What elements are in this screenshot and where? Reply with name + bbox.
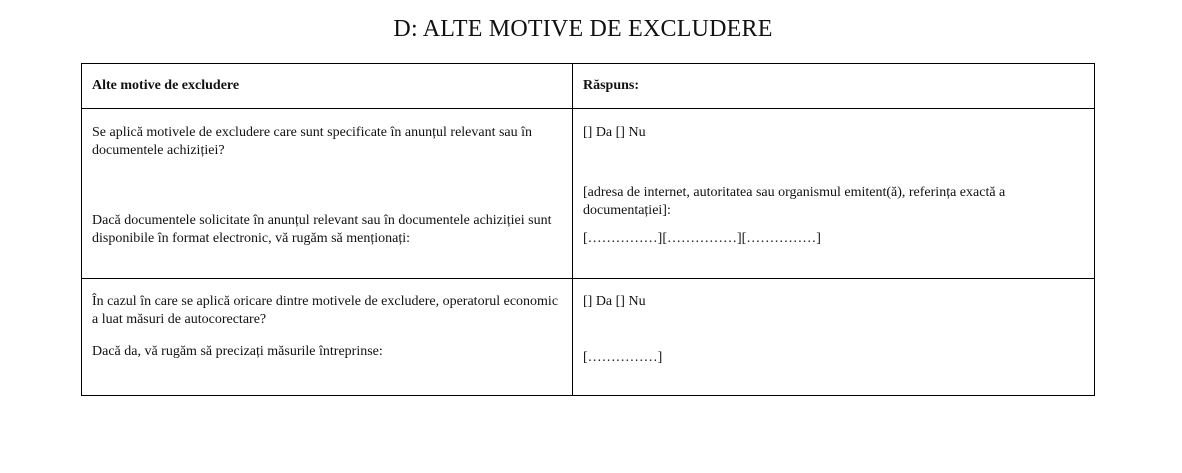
row1-reference-field[interactable]: [……………][……………][……………] [583,231,821,246]
row1-question-cell [82,109,573,279]
header-answer: Răspuns: [573,64,1095,109]
row1-followup: Dacă documentele solicitate în anunțul relevant sau în documentele achiziției sunt disponibile în format electronic, vă rugăm să menționați: [92,213,552,246]
row1-yes-no-answer[interactable]: [] Da [] Nu [583,125,646,140]
exclusion-grounds-table [81,63,1095,396]
header-grounds: Alte motive de excludere [82,64,573,109]
row2-followup: Dacă da, vă rugăm să precizați măsurile întreprinse: [92,344,383,359]
section-title: D: ALTE MOTIVE DE EXCLUDERE [393,16,773,42]
table-row [82,279,1095,396]
row1-answer-cell [573,109,1095,279]
row2-question: În cazul în care se aplică oricare dintre motivele de excludere, operatorul economic a luat măsuri de autocorectare? [92,294,559,327]
row2-yes-no-answer[interactable]: [] Da [] Nu [583,294,646,309]
row2-question-cell [82,279,573,396]
row1-reference-label: [adresa de internet, autoritatea sau organismul emitent(ă), referința exactă a documentației]: [583,185,1006,218]
table-row [82,109,1095,279]
table-header-row [82,64,1095,109]
row2-answer-cell [573,279,1095,396]
row2-measures-field[interactable]: [……………] [583,350,663,365]
row1-question: Se aplică motivele de excludere care sunt specificate în anunțul relevant sau în documentele achiziției? [92,125,533,158]
